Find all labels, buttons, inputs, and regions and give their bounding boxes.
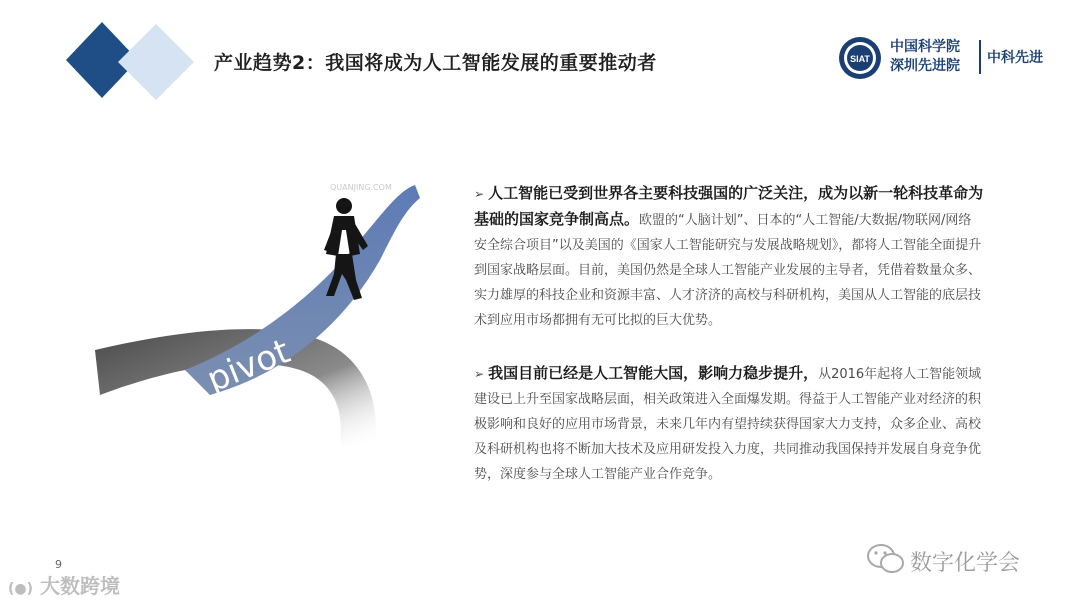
- wechat-icon: [866, 542, 906, 576]
- illustration-watermark: QUANJING.COM: [330, 183, 392, 192]
- institution-line-1: 中国科学院: [890, 39, 960, 55]
- logo-divider: [979, 40, 981, 74]
- bullet-arrow-icon: ➢: [474, 367, 485, 381]
- watermark-right: [860, 540, 1060, 580]
- institution-name: [890, 38, 960, 76]
- page-number: 9: [55, 558, 62, 571]
- page-title: 产业趋势2：我国将成为人工智能发展的重要推动者: [214, 52, 657, 74]
- brand-name: 中科先进: [987, 50, 1043, 66]
- watermark-right-text: 数字化学会: [910, 551, 1021, 576]
- header-decoration: [66, 22, 206, 102]
- bullet-2-body: 从2016年起将人工智能领域建设已上升至国家战略层面，相关政策进入全面爆发期。得益于人工智能产业对经济的积极影响和良好的应用市场背景，未来几年内有望持续获得国家大力支持，众多企业、高校及科研机构也将不断加大技术及应用研发投入力度，共同推动我国保持并发展自身竞争优势，深度参与全球人工智能产业合作竞争。: [474, 367, 982, 482]
- seal-text: SIAT: [850, 54, 870, 64]
- bullet-paragraph-1: [474, 181, 984, 333]
- bullet-arrow-icon: ➢: [474, 187, 485, 201]
- bullet-paragraph-2: [474, 361, 984, 487]
- bullet-1-body: 欧盟的“人脑计划”、日本的“人工智能/大数据/物联网/网络安全综合项目”以及美国的《国家人工智能研究与发展战略规划》，都将人工智能全面提升到国家战略层面。目前，美国仍然是全球人工智能产业发展的主导者，凭借着数量众多、实力雄厚的科技企业和资源丰富、人才济济的高校与科研机构，美国从人工智能的底层技术到应用市场都拥有无可比拟的巨大优势。: [474, 213, 982, 328]
- watermark-left: [8, 570, 120, 599]
- bullet-2-lead: 我国目前已经是人工智能大国，影响力稳步提升，: [488, 364, 819, 382]
- watermark-left-text: 大数跨境: [39, 574, 120, 598]
- institution-logo-area: [838, 36, 1053, 80]
- watermark-left-logo-icon: (●): [8, 581, 34, 597]
- institution-line-2: 深圳先进院: [890, 58, 960, 74]
- pivot-road-illustration: [90, 170, 430, 470]
- pivot-road-word: pivot: [201, 331, 296, 401]
- siat-seal-icon: [838, 36, 882, 80]
- bullet-1-lead: 人工智能已受到世界各主要科技强国的广泛关注，成为以新一轮科技革命为基础的国家竞争制高点。: [474, 184, 984, 228]
